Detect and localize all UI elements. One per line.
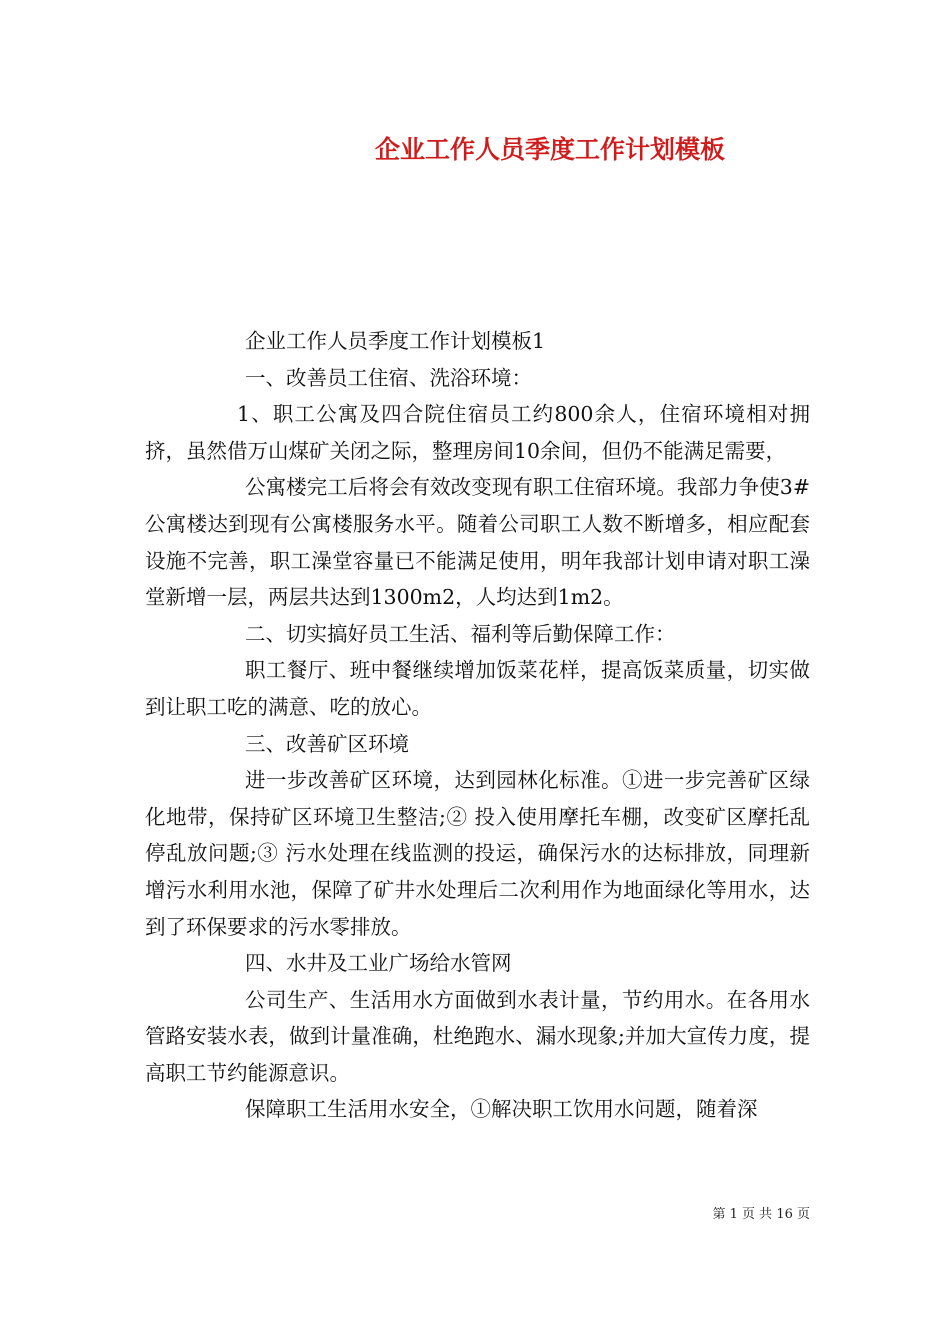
section-heading: 三、改善矿区环境 (245, 731, 409, 756)
body-paragraph: 职工餐厅、班中餐继续增加饭菜花样，提高饭菜质量，切实做到让职工吃的满意、吃的放心。 (145, 658, 810, 719)
body-paragraph: 公寓楼完工后将会有效改变现有职工住宿环境。我部力争使3#公寓楼达到现有公寓楼服务水平。随着公司职工人数不断增多，相应配套设施不完善，职工澡堂容量已不能满足使用，明年我部计划申请对职工澡堂新增一层，两层共达到1300m2，人均达到1m2。 (145, 475, 810, 610)
section-heading: 四、水井及工业广场给水管网 (245, 951, 512, 976)
section-heading: 一、改善员工住宿、洗浴环境： (245, 365, 532, 390)
section-heading: 企业工作人员季度工作计划模板1 (245, 329, 546, 353)
body-paragraph: 进一步改善矿区环境，达到园林化标准。①进一步完善矿区绿化地带，保持矿区环境卫生整洁;② 投入使用摩托车棚，改变矿区摩托乱停乱放问题;③ 污水处理在线监测的投运，确保污水的达标排放，同理新增污水利用水池，保障了矿井水处理后二次利用作为地面绿化等用水，达到了环保要求的污水零排放。 (145, 768, 810, 939)
body-paragraph: 公司生产、生活用水方面做到水表计量，节约用水。在各用水管路安装水表，做到计量准确，杜绝跑水、漏水现象;并加大宣传力度，提高职工节约能源意识。 (145, 987, 810, 1085)
body-paragraph: 保障职工生活用水安全，①解决职工饮用水问题，随着深 (245, 1097, 758, 1122)
section-heading: 二、切实搞好员工生活、福利等后勤保障工作： (245, 621, 676, 646)
body-paragraph: 1、职工公寓及四合院住宿员工约800余人，住宿环境相对拥挤，虽然借万山煤矿关闭之际，整理房间10余间，但仍不能满足需要， (145, 402, 810, 463)
document-body (145, 323, 810, 1128)
document-title: 企业工作人员季度工作计划模板 (374, 135, 725, 164)
page-number: 第 1 页 共 16 页 (712, 1207, 810, 1222)
